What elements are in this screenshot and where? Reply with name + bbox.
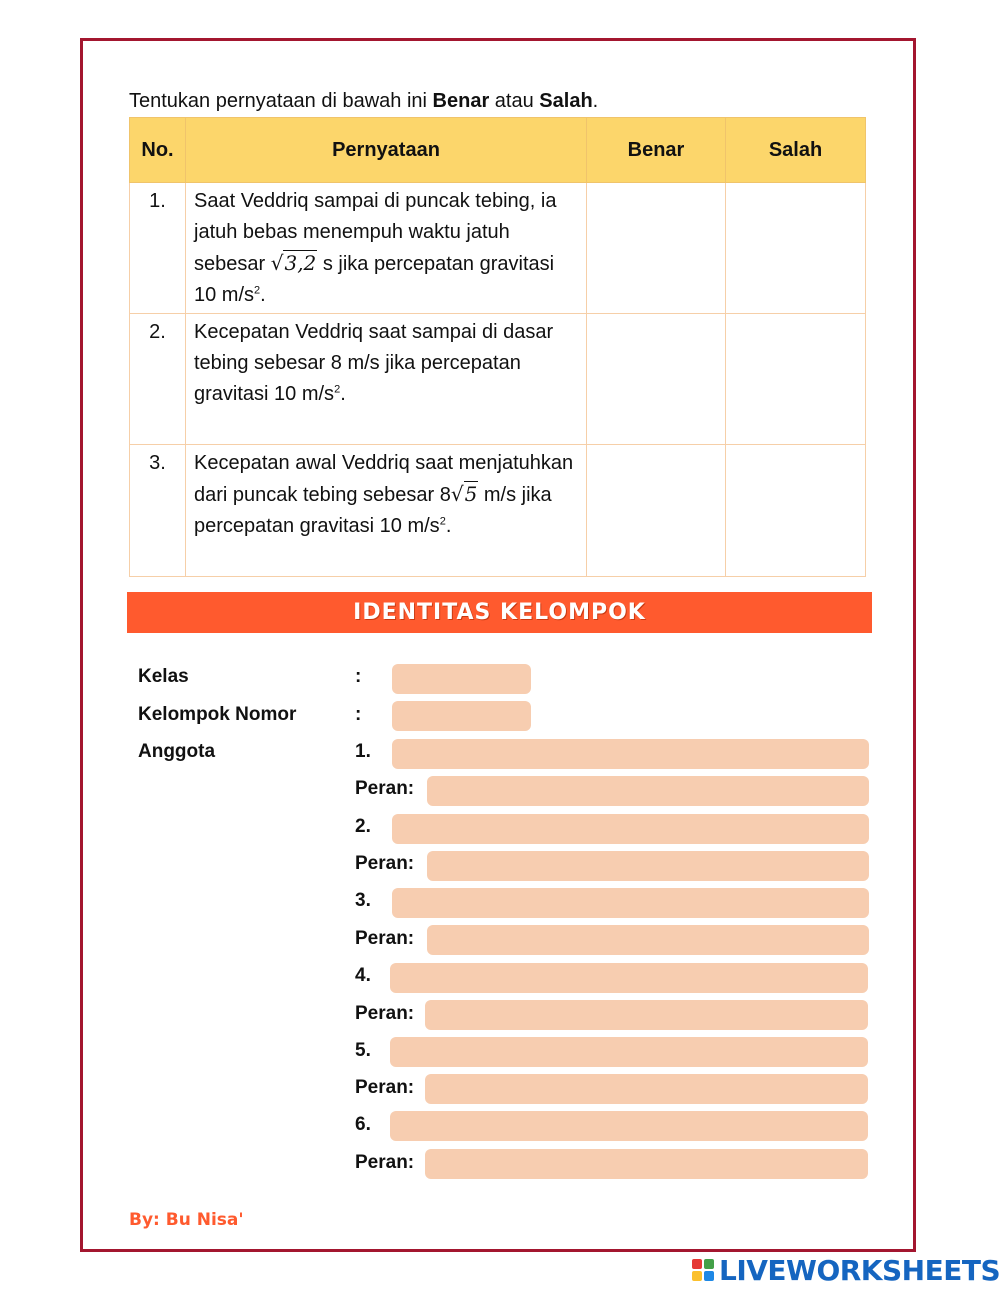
row-number: 2. <box>130 314 186 445</box>
row-number: 3. <box>130 445 186 577</box>
header-statement: Pernyataan <box>186 118 587 183</box>
liveworksheets-icon <box>692 1259 714 1281</box>
member-name-input[interactable] <box>392 814 869 844</box>
kelas-input[interactable] <box>392 664 531 694</box>
peran-label: Peran: <box>355 778 415 799</box>
member-number: 1. <box>355 741 371 762</box>
member-number: 4. <box>355 965 371 986</box>
peran-label: Peran: <box>355 1003 415 1024</box>
member-number: 6. <box>355 1114 371 1135</box>
liveworksheets-logo[interactable] <box>692 1254 1000 1286</box>
peran-input[interactable] <box>427 776 869 806</box>
header-true: Benar <box>587 118 726 183</box>
salah-cell[interactable] <box>726 445 866 577</box>
statement-text: Kecepatan Veddriq saat sampai di dasar tebing sebesar 8 m/s jika percepatan gravitasi 10 $m/s^2$. <box>186 314 587 445</box>
member-name-input[interactable] <box>390 963 868 993</box>
salah-cell[interactable] <box>726 314 866 445</box>
anggota-label: Anggota <box>138 741 216 762</box>
identity-banner: IDENTITAS KELOMPOK <box>127 592 872 633</box>
colon: : <box>355 666 362 687</box>
peran-label: Peran: <box>355 928 415 949</box>
member-number: 2. <box>355 816 371 837</box>
header-false: Salah <box>726 118 866 183</box>
sqrt-expression: √5 <box>450 482 478 506</box>
member-name-input[interactable] <box>392 888 869 918</box>
brand-text: LIVEWORKSHEETS <box>719 1253 1000 1287</box>
member-number: 3. <box>355 890 371 911</box>
peran-label: Peran: <box>355 853 415 874</box>
member-name-input[interactable] <box>392 739 869 769</box>
kelompok-input[interactable] <box>392 701 531 731</box>
kelompok-label: Kelompok Nomor <box>138 704 297 725</box>
author-byline: By: Bu Nisa' <box>129 1210 244 1230</box>
member-name-input[interactable] <box>390 1111 868 1141</box>
peran-input[interactable] <box>427 925 869 955</box>
benar-cell[interactable] <box>587 314 726 445</box>
peran-input[interactable] <box>425 1000 868 1030</box>
kelas-label: Kelas <box>138 666 189 687</box>
peran-input[interactable] <box>425 1074 868 1104</box>
colon: : <box>355 704 362 725</box>
table-header <box>130 118 866 183</box>
statement-text: Kecepatan awal Veddriq saat menjatuhkan dari puncak tebing sebesar 8√5 m/s jika percepatan gravitasi 10 $m/s^2$. <box>186 445 587 577</box>
benar-cell[interactable] <box>587 445 726 577</box>
table-row <box>130 183 866 314</box>
header-no: No. <box>130 118 186 183</box>
peran-label: Peran: <box>355 1077 415 1098</box>
row-number: 1. <box>130 183 186 314</box>
table-row <box>130 314 866 445</box>
peran-input[interactable] <box>427 851 869 881</box>
table-row <box>130 445 866 577</box>
salah-cell[interactable] <box>726 183 866 314</box>
member-number: 5. <box>355 1040 371 1061</box>
member-name-input[interactable] <box>390 1037 868 1067</box>
sqrt-expression: √3,2 <box>270 251 317 275</box>
statement-text: Saat Veddriq sampai di puncak tebing, ia jatuh bebas menempuh waktu jatuh sebesar √3,2 s jika percepatan gravitasi 10 $m/s^2$. <box>186 183 587 314</box>
peran-input[interactable] <box>425 1149 868 1179</box>
benar-cell[interactable] <box>587 183 726 314</box>
true-false-table <box>129 117 866 577</box>
peran-label: Peran: <box>355 1152 415 1173</box>
instruction-text: Tentukan pernyataan di bawah ini Benar atau Salah. <box>129 90 599 112</box>
